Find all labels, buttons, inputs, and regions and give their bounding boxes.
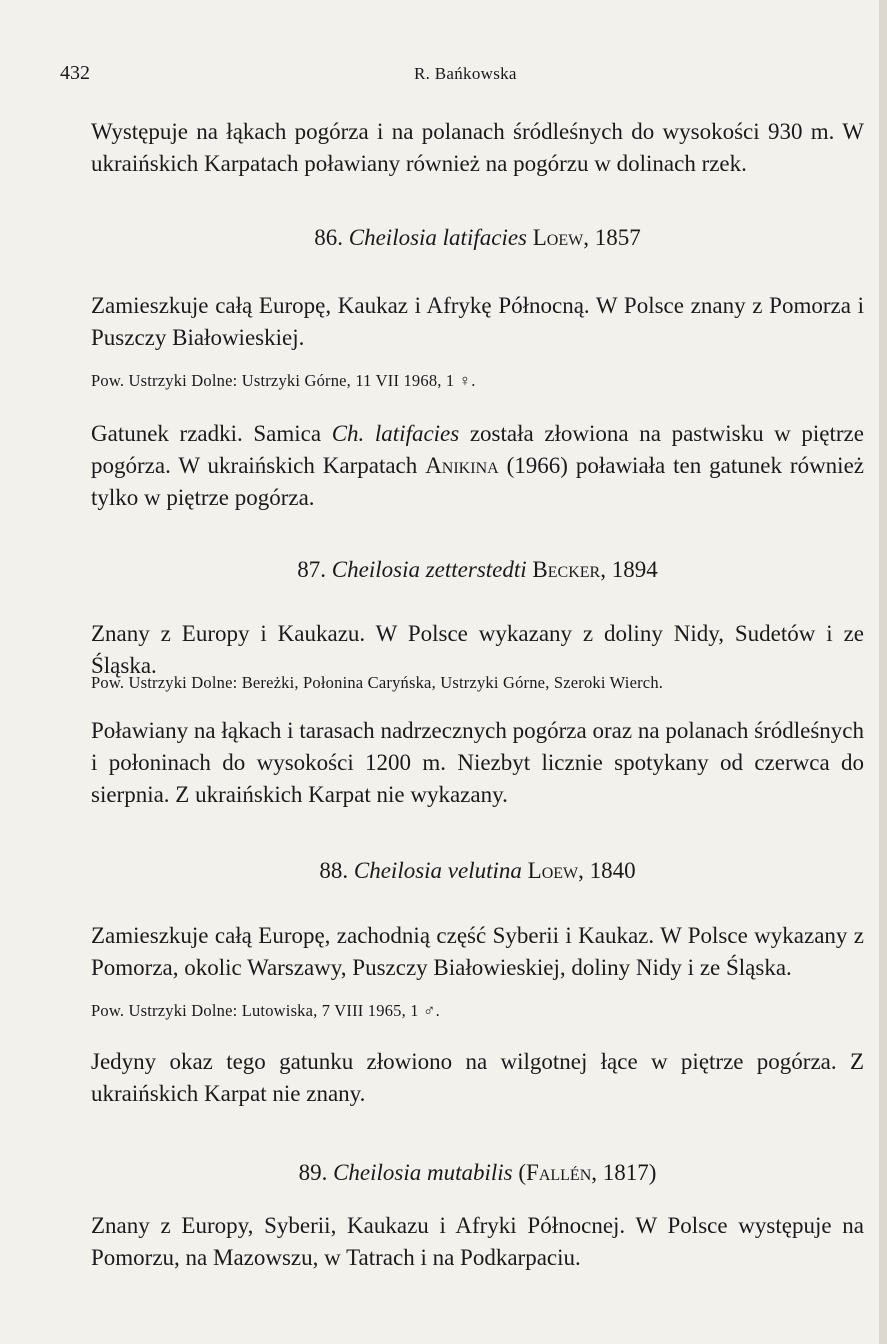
distribution-block-88 bbox=[91, 920, 864, 984]
record-block-87 bbox=[91, 672, 864, 694]
notes-block-86 bbox=[91, 418, 864, 514]
notes-paragraph bbox=[91, 418, 864, 514]
species-name: Cheilosia latifacies bbox=[348, 225, 527, 250]
distribution-paragraph: Znany z Europy i Kaukazu. W Polsce wykazany z doliny Nidy, Sudetów i ze Śląska. bbox=[91, 621, 864, 678]
cited-author: Anikina bbox=[425, 453, 499, 478]
species-number: 86. bbox=[314, 225, 343, 250]
record-block-86 bbox=[91, 370, 864, 392]
collection-record: Pow. Ustrzyki Dolne: Lutowiska, 7 VIII 1965, 1 ♂. bbox=[91, 1001, 440, 1020]
species-author: Loew bbox=[532, 225, 584, 250]
distribution-paragraph: Znany z Europy, Syberii, Kaukazu i Afryki Północnej. W Polsce występuje na Pomorzu, na Mazowszu, w Tatrach i na Podkarpaciu. bbox=[91, 1213, 864, 1270]
running-head: R. Bańkowska bbox=[414, 64, 517, 83]
distribution-block-89 bbox=[91, 1210, 864, 1274]
notes-text: została złowiona na pastwisku w piętrze pogórza. W ukraińskich Karpatach bbox=[91, 421, 864, 478]
page-number: 432 bbox=[60, 62, 90, 84]
species-author: Loew bbox=[527, 858, 579, 883]
species-heading-86 bbox=[91, 223, 864, 253]
species-name: Cheilosia zetterstedti bbox=[331, 557, 527, 582]
notes-block-87 bbox=[91, 715, 864, 811]
distribution-paragraph: Zamieszkuje całą Europę, zachodnią część Syberii i Kaukaz. W Polsce wykazany z Pomorza, okolic Warszawy, Puszczy Białowieskiej, doliny Nidy i ze Śląska. bbox=[91, 923, 864, 980]
notes-paragraph: Jedyny okaz tego gatunku złowiono na wilgotnej łące w piętrze pogórza. Z ukraińskich Karpat nie znany. bbox=[91, 1049, 864, 1106]
collection-record: Pow. Ustrzyki Dolne: Bereżki, Połonina Caryńska, Ustrzyki Górne, Szeroki Wierch. bbox=[91, 673, 664, 692]
species-heading-89 bbox=[91, 1158, 864, 1188]
notes-text: Gatunek rzadki. Samica bbox=[91, 421, 332, 446]
collection-record: Pow. Ustrzyki Dolne: Ustrzyki Górne, 11 VII 1968, 1 ♀. bbox=[91, 371, 476, 390]
page-edge-shadow bbox=[879, 0, 887, 1344]
species-number: 88. bbox=[319, 858, 349, 883]
intro-paragraph-block bbox=[91, 116, 864, 180]
notes-paragraph: Poławiany na łąkach i tarasach nadrzecznych pogórza oraz na polanach śródleśnych i połoninach do wysokości 1200 m. Niezbyt licznie spotykany od czerwca do sierpnia. Z ukraińskich Karpat nie wykazany. bbox=[91, 718, 864, 807]
distribution-block-86 bbox=[91, 290, 864, 354]
notes-species-italic: Ch. latifacies bbox=[331, 421, 460, 446]
notes-block-88 bbox=[91, 1046, 864, 1110]
notes-text: (1966) poławiała ten gatunek również tylko w piętrze pogórza. bbox=[91, 453, 864, 510]
species-year: , 1840 bbox=[578, 858, 636, 883]
species-number: 87. bbox=[297, 557, 327, 582]
species-heading-88 bbox=[91, 856, 864, 886]
species-year: , 1817) bbox=[591, 1160, 657, 1185]
record-block-88 bbox=[91, 1000, 864, 1022]
distribution-paragraph: Zamieszkuje całą Europę, Kaukaz i Afrykę Północną. W Polsce znany z Pomorza i Puszczy Białowieskiej. bbox=[91, 293, 864, 350]
species-author-prefix: ( bbox=[518, 1160, 527, 1185]
species-name: Cheilosia mutabilis bbox=[333, 1160, 513, 1185]
species-year: , 1894 bbox=[600, 557, 658, 582]
species-heading-87 bbox=[91, 555, 864, 585]
species-author: Becker bbox=[532, 557, 601, 582]
species-number: 89. bbox=[298, 1160, 328, 1185]
species-name: Cheilosia velutina bbox=[353, 858, 522, 883]
species-author: Fallén bbox=[526, 1160, 592, 1185]
species-year: , 1857 bbox=[583, 225, 641, 250]
page-header bbox=[60, 62, 860, 88]
intro-paragraph: Występuje na łąkach pogórza i na polanach śródleśnych do wysokości 930 m. W ukraińskich Karpatach poławiany również na pogórzu w dolinach rzek. bbox=[91, 119, 864, 176]
